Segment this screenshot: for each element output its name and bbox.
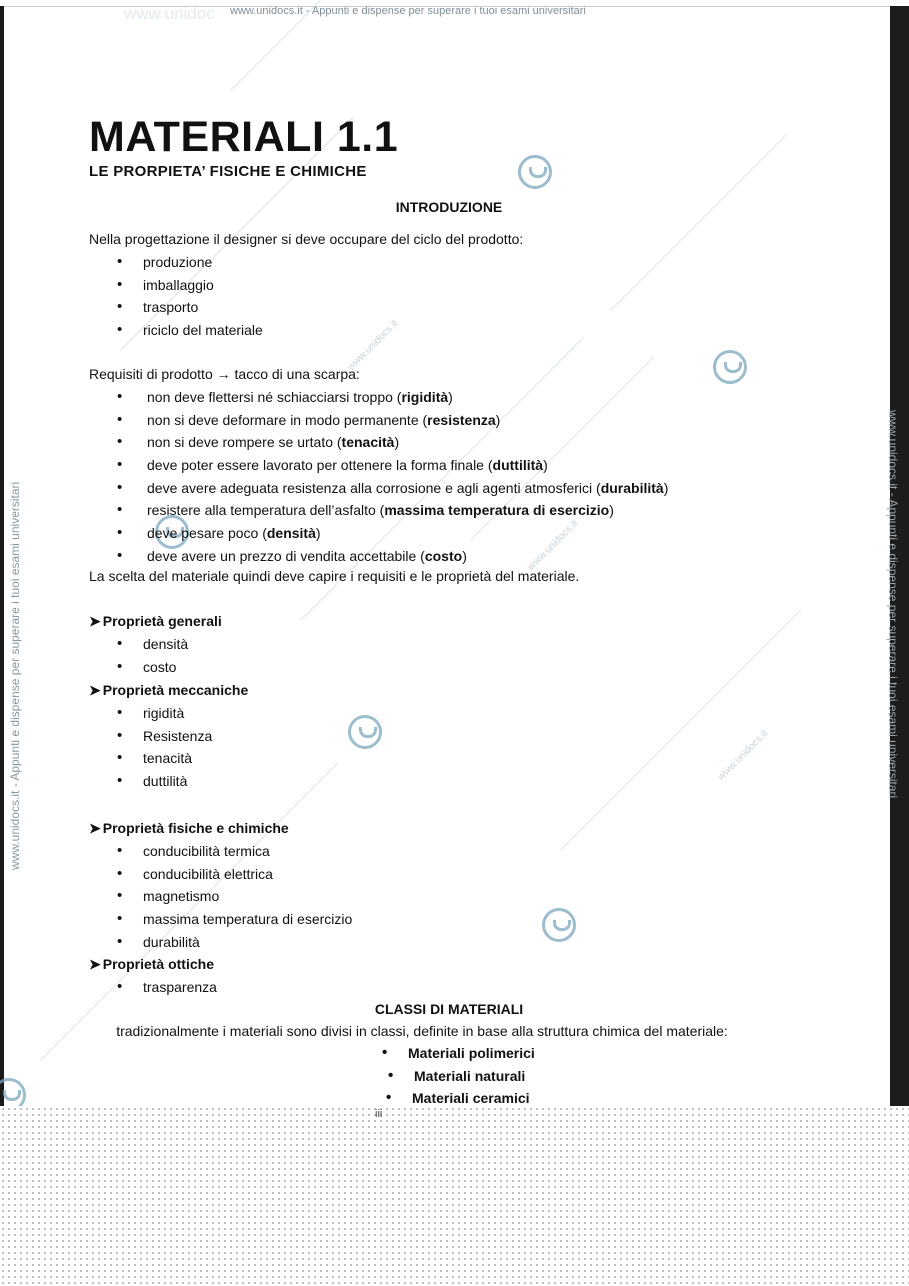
arrow-bullet-icon: ➤ — [89, 820, 101, 836]
list-item: • Materiali ceramici — [386, 1090, 535, 1113]
list-item: • costo — [117, 659, 188, 682]
watermark-logo-icon — [713, 350, 747, 384]
requirement-item: • deve avere adeguata resistenza alla corrosione e agli agenti atmosferici (durabilità) — [117, 480, 668, 503]
list-item: • durabilità — [117, 934, 352, 957]
watermark-logo-icon — [542, 908, 576, 942]
list-item: • trasporto — [117, 299, 263, 322]
document-title: MATERIALI 1.1 — [89, 113, 399, 161]
choice-text: La scelta del materiale quindi deve capire i requisiti e le proprietà del materiale. — [89, 568, 580, 584]
cycle-list — [117, 254, 263, 345]
list-item: • rigidità — [117, 705, 212, 728]
classes-list — [382, 1045, 535, 1113]
general-properties-heading: ➤ Proprietà generali — [89, 613, 222, 629]
physical-properties-heading: ➤ Proprietà fisiche e chimiche — [89, 820, 289, 836]
watermark-logo-icon — [348, 715, 382, 749]
requirement-item: • non deve flettersi né schiacciarsi troppo (rigidità) — [117, 389, 668, 412]
requirement-item: • non si deve deformare in modo permanente (resistenza) — [117, 412, 668, 435]
intro-text: Nella progettazione il designer si deve occupare del ciclo del prodotto: — [89, 231, 524, 247]
arrow-bullet-icon: ➤ — [89, 956, 101, 972]
watermark-line — [610, 133, 787, 310]
scan-background-area — [0, 1106, 909, 1286]
list-item: • trasparenza — [117, 979, 217, 1002]
list-item: • conducibilità termica — [117, 843, 352, 866]
list-item: • Materiali naturali — [388, 1068, 535, 1091]
requirements-text: Requisiti di prodotto → tacco di una scarpa: — [89, 366, 360, 382]
general-list — [117, 636, 188, 681]
list-item: • magnetismo — [117, 888, 352, 911]
mechanical-list — [117, 705, 212, 796]
side-banner-left: www.unidocs.it - Appunti e dispense per superare i tuoi esami universitari — [8, 481, 22, 870]
requirement-item: • non si deve rompere se urtato (tenacità) — [117, 434, 668, 457]
header-banner: www.unidocs.it - Appunti e dispense per superare i tuoi esami universitari — [230, 5, 586, 17]
requirement-item: • resistere alla temperatura dell’asfalto (massima temperatura di esercizio) — [117, 502, 668, 525]
mechanical-properties-heading: ➤ Proprietà meccaniche — [89, 682, 249, 698]
classes-text: tradizionalmente i materiali sono divisi in classi, definite in base alla struttura chimica del materiale: — [116, 1023, 728, 1039]
requirement-item: • deve avere un prezzo di vendita accettabile (costo) — [117, 548, 668, 571]
list-item: • Materiali polimerici — [382, 1045, 535, 1068]
header-ghost-text: www.unidoc — [124, 4, 215, 23]
requirements-list — [117, 389, 668, 571]
watermark-small-text: www.unidocs.it — [525, 518, 581, 573]
classes-heading: CLASSI DI MATERIALI — [374, 1001, 524, 1017]
document-subtitle: LE PRORPIETA’ FISICHE E CHIMICHE — [89, 163, 367, 180]
page-left-border — [0, 6, 4, 1106]
list-item: • tenacità — [117, 750, 212, 773]
requirement-item: • deve pesare poco (densità) — [117, 525, 668, 548]
list-item: • produzione — [117, 254, 263, 277]
list-item: • duttilità — [117, 773, 212, 796]
requirement-item: • deve poter essere lavorato per ottenere la forma finale (duttilità) — [117, 457, 668, 480]
list-item: • massima temperatura di esercizio — [117, 911, 352, 934]
physical-list — [117, 843, 352, 956]
arrow-bullet-icon: ➤ — [89, 613, 101, 629]
optical-list — [117, 979, 217, 1002]
intro-heading: INTRODUZIONE — [395, 199, 503, 215]
watermark-small-text: www.unidocs.it — [345, 318, 401, 373]
side-banner-right: www.unidocs.it - Appunti e dispense per superare i tuoi esami universitari — [886, 410, 900, 799]
list-item: • imballaggio — [117, 277, 263, 300]
list-item: • densità — [117, 636, 188, 659]
arrow-bullet-icon: ➤ — [89, 682, 101, 698]
list-item: • conducibilità elettrica — [117, 866, 352, 889]
list-item: • riciclo del materiale — [117, 322, 263, 345]
optical-properties-heading: ➤ Proprietà ottiche — [89, 956, 214, 972]
page-number: iii — [375, 1108, 383, 1120]
watermark-logo-icon — [518, 155, 552, 189]
list-item: • Resistenza — [117, 728, 212, 751]
watermark-small-text: www.unidocs.it — [715, 728, 771, 783]
